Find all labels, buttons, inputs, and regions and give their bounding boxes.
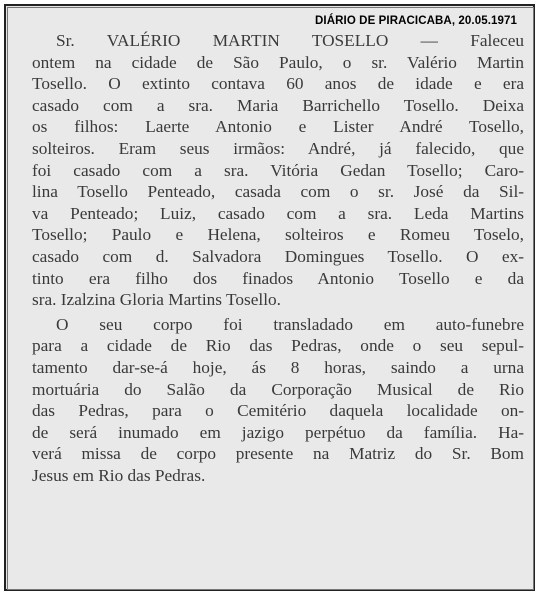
article-line: os filhos: Laerte Antonio e Lister André Tosello, (32, 117, 524, 137)
obituary-article (32, 30, 524, 486)
article-line: verá missa de corpo presente na Matriz do Sr. Bom (32, 444, 524, 464)
article-line: va Penteado; Luiz, casado com a sra. Leda Martins (32, 203, 524, 223)
article-line: casado com a sra. Maria Barrichello Tosello. Deixa (32, 95, 524, 115)
article-line: Jesus em Rio das Pedras. (32, 465, 206, 485)
article-line: tinto era filho dos finados Antonio Tosello e da (32, 268, 524, 288)
article-line: foi casado com a sra. Vitória Gedan Tosello; Caro- (32, 160, 524, 180)
article-paragraph-2 (32, 314, 524, 487)
clipping-area (7, 7, 534, 590)
article-line: ontem na cidade de São Paulo, o sr. Valério Martin (32, 52, 524, 72)
article-line: O seu corpo foi transladado em auto-funebre (56, 314, 524, 334)
article-line: solteiros. Eram seus irmãos: André, já falecido, que (32, 138, 524, 158)
article-line: mortuária do Salão da Corporação Musical de Rio (32, 379, 524, 399)
article-paragraph-1 (32, 30, 524, 311)
article-line: de será inumado em jazigo perpétuo da família. Ha- (32, 422, 524, 442)
article-line: sra. Izalzina Gloria Martins Tosello. (32, 290, 281, 310)
article-line: casado com d. Salvadora Domingues Tosello. O ex- (32, 246, 524, 266)
article-line: das Pedras, para o Cemitério daquela localidade on- (32, 401, 524, 421)
newspaper-source-label: DIÁRIO DE PIRACICABA, 20.05.1971 (315, 15, 517, 27)
article-line: Tosello; Paulo e Helena, solteiros e Romeu Toselo, (32, 225, 524, 245)
article-line: Tosello. O extinto contava 60 anos de idade e era (32, 74, 524, 94)
article-line: tamento dar-se-á hoje, ás 8 horas, saindo a urna (32, 357, 524, 377)
article-line: lina Tosello Penteado, casada com o sr. José da Sil- (32, 182, 524, 202)
article-line: para a cidade de Rio das Pedras, onde o seu sepul- (32, 336, 524, 356)
article-line: Sr. VALÉRIO MARTIN TOSELLO — Faleceu (56, 31, 524, 50)
